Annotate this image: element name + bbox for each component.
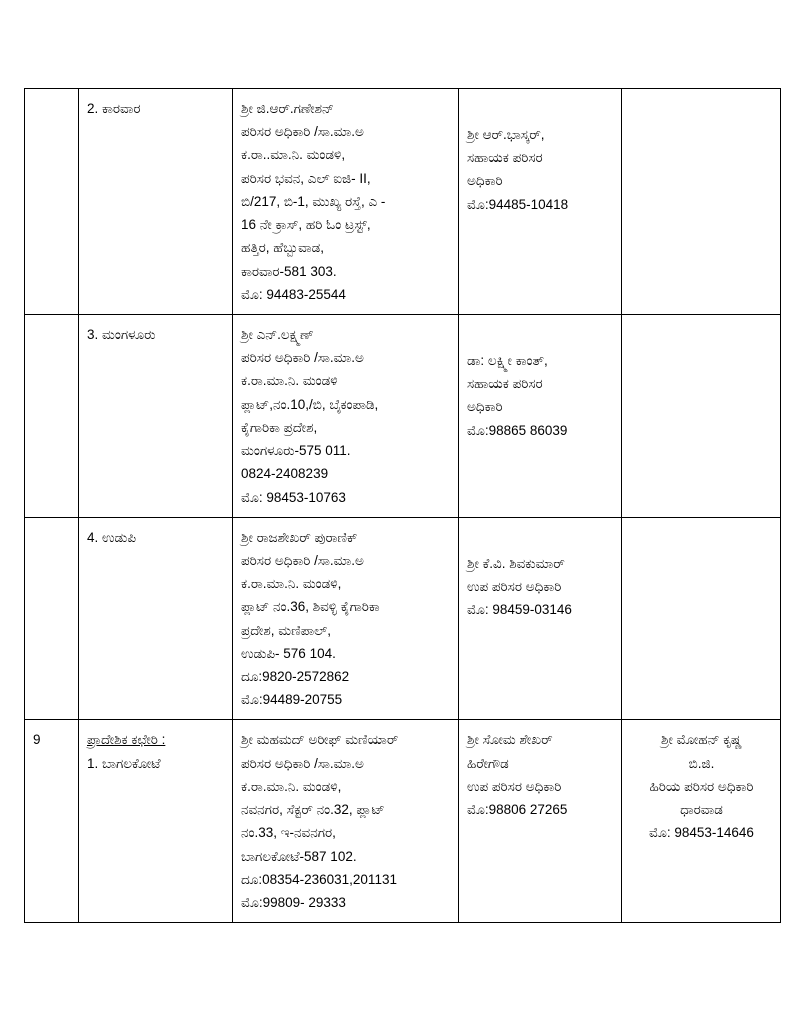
address-line: ಪರಿಸರ ಅಧಿಕಾರಿ /ಸಾ.ಮಾ.ಅ [241, 124, 364, 140]
cell-appellate-officer [622, 720, 781, 923]
address-line: ಬಿ/217, ಬಿ-1, ಮುಖ್ಯ ರಸ್ತೆ, ಎ - [241, 193, 386, 209]
assistant-officer-line: ಡಾ: ಲಕ್ಷ್ಮೀ ಕಾಂತ್, [467, 352, 548, 368]
table-row [25, 517, 781, 720]
address-line: ಶ್ರೀ ಜಿ.ಆರ್.ಗಣೇಶನ್ [241, 101, 334, 116]
address-line: ನಂ.33, ಇ-ನವನಗರ, [241, 825, 336, 841]
appellate-officer-line: ಶ್ರೀ ಮೋಹನ್ ಕೃಷ್ಣ [660, 732, 743, 748]
address-line: 0824-2408239 [241, 466, 329, 482]
assistant-officer-line: ಸಹಾಯಕ ಪರಿಸರ [467, 376, 543, 392]
appellate-officer-line: ಬಿ.ಜಿ. [688, 755, 715, 771]
address-line: ಮೊ: 94483-25544 [241, 286, 346, 302]
cell-officer-address [233, 89, 459, 315]
office-label: 1. ಬಾಗಲಕೋಟೆ [87, 755, 161, 771]
assistant-officer-line: ಮೊ: 98459-03146 [467, 602, 572, 618]
cell-appellate-officer [622, 89, 781, 315]
address-line: ನವನಗರ, ಸೆಕ್ಟರ್ ನಂ.32, ಪ್ಲಾಟ್ [241, 802, 385, 818]
table-row [25, 89, 781, 315]
appellate-officer-line: ಮೊ: 98453-14646 [649, 825, 754, 841]
office-section-heading: ಪ್ರಾದೇಶಿಕ ಕಛೇರಿ : [87, 732, 166, 748]
cell-office-name [79, 720, 233, 923]
appellate-officer-line: ಹಿರಿಯ ಪರಿಸರ ಅಧಿಕಾರಿ [649, 778, 754, 794]
address-line: ಶ್ರೀ ರಾಜಶೇಖರ್ ಪುರಾಣಿಕ್ [241, 529, 358, 545]
assistant-officer-line: ಶ್ರೀ ಸೋಮ ಶೇಖರ್ [467, 732, 553, 748]
table-row [25, 314, 781, 517]
cell-serial-number [25, 89, 79, 315]
address-line: ಪ್ಲಾಟ್,ನಂ.10,/ಬಿ, ಬೈಕಂಪಾಡಿ, [241, 396, 379, 412]
address-line: ಮಂಗಳೂರು-575 011. [241, 443, 351, 459]
address-line: ಕ.ರಾ.ಮಾ.ನಿ. ಮಂಡಳಿ, [241, 576, 342, 592]
address-line: ಪರಿಸರ ಅಧಿಕಾರಿ /ಸಾ.ಮಾ.ಅ [241, 350, 364, 366]
address-line: ಹತ್ತಿರ, ಹೆಬ್ಬುವಾಡ, [241, 240, 324, 256]
table-row [25, 720, 781, 923]
address-line: ಮೊ:94489-20755 [241, 692, 343, 708]
address-line: ಉಡುಪಿ- 576 104. [241, 645, 336, 661]
cell-officer-address [233, 314, 459, 517]
address-line: ಪರಿಸರ ಅಧಿಕಾರಿ /ಸಾ.ಮಾ.ಅ [241, 755, 364, 771]
cell-office-name [79, 89, 233, 315]
cell-assistant-officer [459, 517, 622, 720]
address-line: ಪ್ರದೇಶ, ಮಣಿಪಾಲ್, [241, 622, 331, 638]
address-line: ಬಾಗಲಕೋಟೆ-587 102. [241, 848, 357, 864]
office-label: 3. ಮಂಗಳೂರು [87, 326, 156, 342]
cell-assistant-officer [459, 314, 622, 517]
office-label: 2. ಕಾರವಾರ [87, 101, 141, 116]
address-line: ಶ್ರೀ ಮಹಮದ್ ಅರೀಫ್ ಮಣಿಯಾರ್ [241, 732, 399, 748]
assistant-officer-line: ಹಿರೇಗೌಡ [467, 755, 509, 771]
assistant-officer-line: ಅಧಿಕಾರಿ [467, 399, 503, 415]
assistant-officer-line: ಮೊ:94485-10418 [467, 196, 569, 212]
cell-officer-address [233, 517, 459, 720]
assistant-officer-line: ಮೊ:98806 27265 [467, 802, 568, 818]
address-line: ಮೊ:99809- 29333 [241, 895, 346, 910]
cell-office-name [79, 517, 233, 720]
address-line: ದೂ:08354-236031,201131 [241, 871, 397, 887]
appellate-officer-line: ಧಾರವಾಡ [680, 802, 723, 818]
assistant-officer-line: ಸಹಾಯಕ ಪರಿಸರ [467, 150, 543, 166]
address-line: ಕಾರವಾರ-581 303. [241, 263, 337, 279]
cell-appellate-officer [622, 517, 781, 720]
address-line: ಪರಿಸರ ಅಧಿಕಾರಿ /ಸಾ.ಮಾ.ಅ [241, 552, 364, 568]
address-line: ಕ.ರಾ.ಮಾ.ನಿ. ಮಂಡಳಿ [241, 373, 338, 389]
address-line: ಕ.ರಾ..ಮಾ.ನಿ. ಮಂಡಳಿ, [241, 147, 346, 163]
address-line: ಶ್ರೀ ಎನ್.ಲಕ್ಷ್ಮಣ್ [241, 326, 314, 342]
address-line: ದೂ:9820-2572862 [241, 669, 350, 685]
office-label: 4. ಉಡುಪಿ [87, 529, 137, 545]
cell-officer-address [233, 720, 459, 923]
address-line: 16 ನೇ ಕ್ರಾಸ್, ಹರಿ ಓಂ ಟ್ರಸ್ಟ್, [241, 217, 371, 233]
cell-assistant-officer [459, 720, 622, 923]
address-line: ಪರಿಸರ ಭವನ, ಎಲ್ ಐಜಿ- II, [241, 170, 371, 186]
cell-assistant-officer [459, 89, 622, 315]
officers-contact-table [24, 88, 781, 923]
assistant-officer-line: ಉಪ ಪರಿಸರ ಅಧಿಕಾರಿ [467, 778, 562, 794]
address-line: ಪ್ಲಾಟ್ ನಂ.36, ಶಿವಳ್ಳಿ ಕೈಗಾರಿಕಾ [241, 599, 380, 615]
address-line: ಕೈಗಾರಿಕಾ ಪ್ರದೇಶ, [241, 419, 318, 435]
address-line: ಕ.ರಾ.ಮಾ.ನಿ. ಮಂಡಳಿ, [241, 778, 342, 794]
assistant-officer-line: ಉಪ ಪರಿಸರ ಅಧಿಕಾರಿ [467, 578, 562, 594]
address-line: ಮೊ: 98453-10763 [241, 489, 346, 505]
cell-office-name [79, 314, 233, 517]
cell-serial-number: 9 [25, 720, 79, 923]
cell-serial-number [25, 517, 79, 720]
assistant-officer-line: ಅಧಿಕಾರಿ [467, 173, 503, 189]
cell-serial-number [25, 314, 79, 517]
assistant-officer-line: ಮೊ:98865 86039 [467, 422, 568, 438]
cell-appellate-officer [622, 314, 781, 517]
assistant-officer-line: ಶ್ರೀ ಕೆ.ವಿ. ಶಿವಕುಮಾರ್ [467, 555, 565, 571]
assistant-officer-line: ಶ್ರೀ ಆರ್.ಭಾಸ್ಕರ್, [467, 127, 545, 142]
table-body [25, 89, 781, 923]
